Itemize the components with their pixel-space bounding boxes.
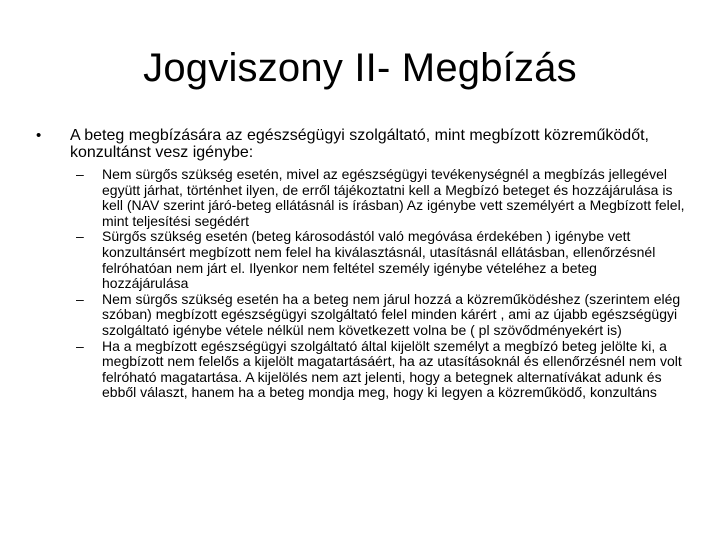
bullet-marker: • xyxy=(36,127,42,144)
sub-bullet-marker: – xyxy=(76,228,84,245)
sub-bullet-text: Nem sürgős szükség esetén ha a beteg nem járul hozzá a közreműködéshez (szerintem elég szóban) megbízott egészségügyi szolgáltató felel minden kárért , ami az újabb egészségügyi szolgáltató igénybe vétele nélkül nem következett volna be ( pl szövődményekért is) xyxy=(102,290,681,338)
sub-bullet-marker: – xyxy=(76,290,84,307)
sub-bullet-item xyxy=(76,292,686,339)
sub-bullet-marker: – xyxy=(76,166,84,182)
main-bullet-text: A beteg megbízására az egészségügyi szolgáltató, mint megbízott közreműködőt, konzultánst vesz igénybe: xyxy=(70,127,649,161)
sub-bullet-text: Sürgős szükség esetén (beteg károsodástól való megóvása érdekében ) igénybe vett konzultánsért megbízott nem felel ha kiválasztásnál, utasításnál ellátásban, ellenőrzésnél felróhatóan nem járt el. Ilyenkor nem feltétel személy igénybe vételéhez a beteg hozzájárulása xyxy=(102,228,656,292)
sub-bullet-item xyxy=(76,229,686,291)
sub-bullet-list xyxy=(76,167,686,401)
sub-bullet-item xyxy=(76,339,686,401)
sub-bullet-text: Nem sürgős szükség esetén, mivel az egészségügyi tevékenységnél a megbízás jellegével együtt járhat, történhet ilyen, de erről tájékoztatni kell a Megbízó beteget és hozzájárulása is kell (NAV szerint járó-beteg ellátásnál is írásban) Az igénybe vett személyért a Megbízott felel, mint teljesítési segédért xyxy=(102,166,685,229)
main-bullet xyxy=(36,127,696,161)
slide-title: Jogviszony II- Megbízás xyxy=(143,46,577,90)
sub-bullet-marker: – xyxy=(76,337,84,354)
sub-bullet-text: Ha a megbízott egészségügyi szolgáltató által kijelölt személyt a megbízó beteg jelölte ki, a megbízott nem felelős a kijelölt magatartásáért, ha az utasításoknál és ellenőrzésnél nem volt felróható magatartása. A kijelölés nem azt jelenti, hogy a betegnek alternatívákat adunk és ebből választ, hanem ha a beteg mondja meg, hogy ki legyen a közreműködő, konzultáns xyxy=(102,337,682,401)
sub-bullet-item xyxy=(76,167,686,229)
